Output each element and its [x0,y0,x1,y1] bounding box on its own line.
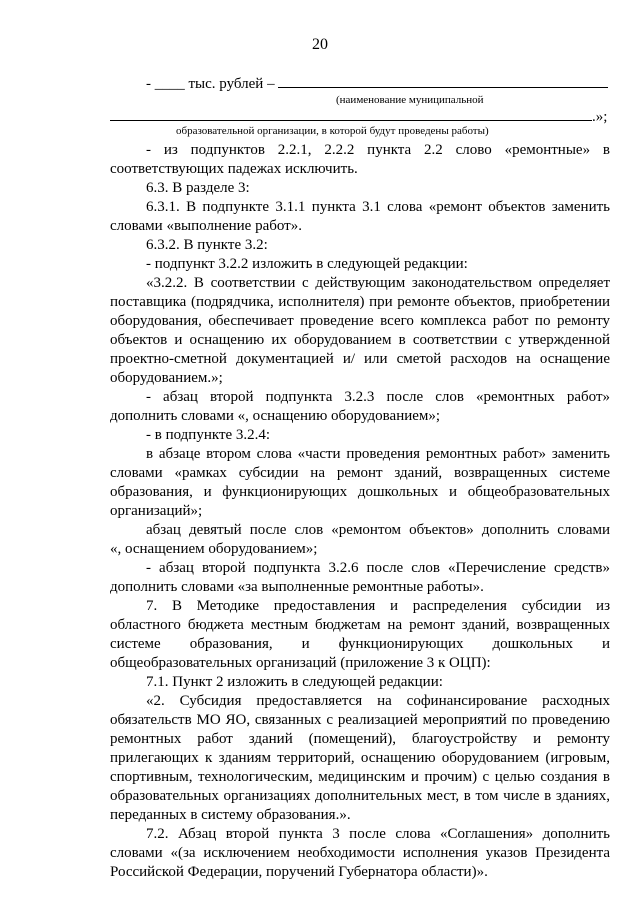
paragraph-line: абзац девятый после слов «ремонтом объектов» дополнить словами [146,522,610,538]
blank-amount-line [146,74,610,94]
paragraph-line: - из подпунктов 2.2.1, 2.2.2 пункта 2.2 слово «ремонтные» в [146,142,610,158]
paragraph-line: прилегающих к зданиям территорий, оснащению оборудованием (игровым, [110,750,610,766]
paragraph-line: «, оснащением оборудованием»; [110,541,318,557]
paragraph-line: 6.3. В разделе 3: [146,180,250,196]
paragraph-line: - абзац второй подпункта 3.2.3 после слов «ремонтных работ» [146,389,610,405]
blank-caption-1: (наименование муниципальной [336,94,484,106]
paragraph-line: «2. Субсидия предоставляется на софинансирование расходных [146,693,610,709]
paragraph-line: дополнить словами «, оснащению оборудованием»; [110,408,441,424]
paragraph-line: общеобразовательных организаций (приложение 3 к ОЦП): [110,655,491,671]
paragraph-line: соответствующих падежах исключить. [110,161,358,177]
paragraph-line: 7. В Методике предоставления и распределения субсидии из [146,598,610,614]
paragraph-line: «3.2.2. В соответствии с действующим законодательством определяет [146,275,610,291]
paragraph-line: 6.3.1. В подпункте 3.1.1 пункта 3.1 слова «ремонт объектов заменить [146,199,610,215]
paragraph-line: словами «выполнение работ». [110,218,302,234]
blank-caption-2: образовательной организации, в которой будут проведены работы) [176,125,489,137]
paragraph-line: Российской Федерации, поручений Губернатора области)». [110,864,488,880]
paragraph-line: 6.3.2. В пункте 3.2: [146,237,268,253]
paragraph-line: областного бюджета местным бюджетам на ремонт зданий, возвращенных [110,617,610,633]
paragraph-line: ремонтных работ зданий (помещений), благоустройству и ремонту [110,731,610,747]
paragraph-line: системе образования, и функционирующих дошкольных и [110,636,610,652]
blank-name-line [110,107,610,127]
paragraph-line: объектов и оснащению их оборудованием в соответствии с утвержденной [110,332,610,348]
page-number: 20 [312,36,328,53]
blank-underline [278,74,608,88]
blank-suffix: .»; [592,109,608,125]
blank-prefix: - ____ тыс. рублей – [146,76,275,92]
paragraph-line: словами «рамках субсидии на ремонт зданий, возвращенных системе [110,465,610,481]
paragraph-line: оборудования, обеспечивает проведение всего комплекса работ по ремонту [110,313,610,329]
paragraph-line: словами «(за исключением необходимости исполнения указов Президента [110,845,610,861]
paragraph-line: проектно-сметной документацией и/ или сметой расходов на оснащение [110,351,610,367]
paragraph-line: поставщика (подрядчика, исполнителя) при ремонте объектов, приобретении [110,294,610,310]
paragraph-line: - в подпункте 3.2.4: [146,427,271,443]
paragraph-line: 7.1. Пункт 2 изложить в следующей редакции: [146,674,443,690]
paragraph-line: обязательств МО ЯО, связанных с реализацией мероприятий по проведению [110,712,610,728]
paragraph-line: - абзац второй подпункта 3.2.6 после слов «Перечисление средств» [146,560,610,576]
paragraph-line: спортивным, технологическим, медицинским и прочим) с целью создания в [110,769,610,785]
paragraph-line: в абзаце втором слова «части проведения ремонтных работ» заменить [146,446,610,462]
paragraph-line: 7.2. Абзац второй пункта 3 после слова «Соглашения» дополнить [146,826,610,842]
paragraph-line: организаций»; [110,503,203,519]
paragraph-line: переданных в систему образования.». [110,807,351,823]
blank-underline-2 [110,107,592,121]
paragraph-line: образования, и функционирующих дошкольных и общеобразовательных [110,484,610,500]
paragraph-line: образовательных организациях дополнительных мест, в том числе в зданиях, [110,788,610,804]
paragraph-line: - подпункт 3.2.2 изложить в следующей редакции: [146,256,468,272]
paragraph-line: оборудованием.»; [110,370,223,386]
paragraph-line: дополнить словами «за выполненные ремонтные работы». [110,579,484,595]
